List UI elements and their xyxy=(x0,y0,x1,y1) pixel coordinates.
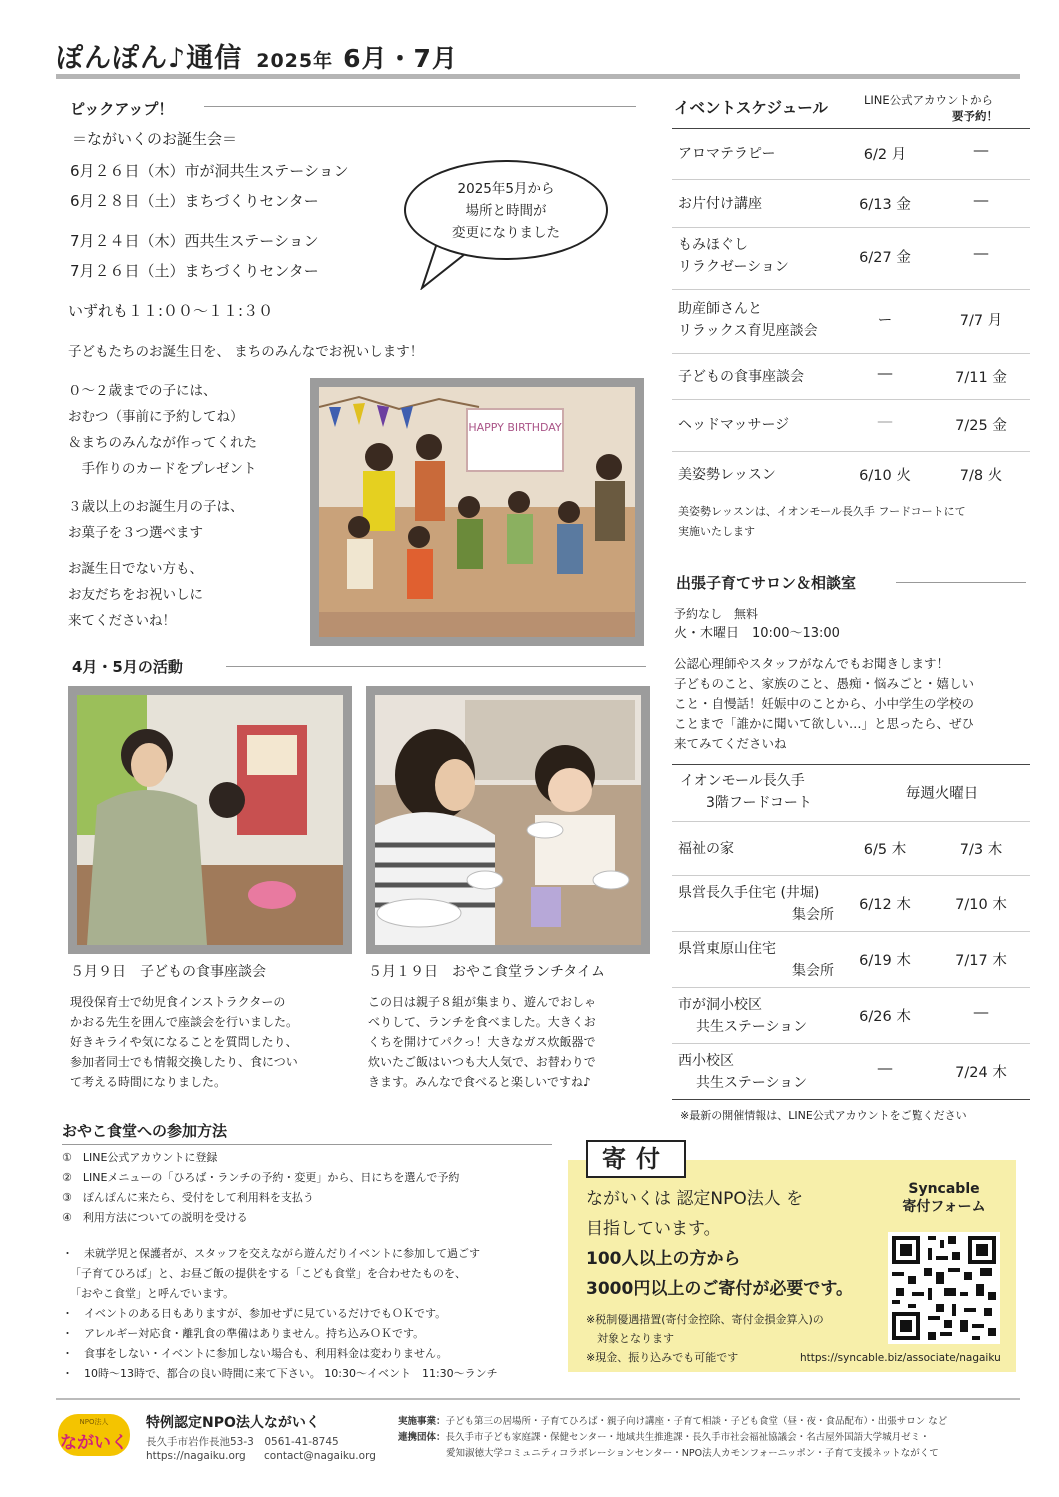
salon-place: 集会所 xyxy=(792,907,834,923)
salon-place: イオンモール長久手 xyxy=(680,773,805,789)
step-text: LINEメニューの「ひろば・ランチの予約・変更」から、日にちを選んで予約 xyxy=(82,1171,460,1184)
meal-talk-illustration xyxy=(77,695,343,945)
meal-talk-line: 現役保育士で幼児食インストラクターの xyxy=(70,995,286,1009)
sweets-text xyxy=(68,494,244,546)
gift-line: 手作りのカードをプレゼント xyxy=(68,461,257,477)
donation-line: 3000円以上のご寄付が必要です。 xyxy=(586,1279,853,1299)
logo-npo-label: NPO法人 xyxy=(79,1418,109,1426)
oyako-note xyxy=(62,1284,498,1304)
salon-rule xyxy=(896,582,1026,583)
salon-desc-line: 子どものこと、家族のこと、愚痴・悩みごと・嬉しい xyxy=(674,676,975,691)
title-text: ぽんぽん♪通信 xyxy=(56,43,243,74)
meal-talk-caption: ５月９日 子どもの食事座談会 xyxy=(70,964,266,980)
note-text: イベントのある日もありますが、参加せずに見ているだけでもＯＫです。 xyxy=(84,1307,447,1320)
syncable-form-label: 寄付フォーム xyxy=(902,1199,986,1215)
bubble-line-1: 2025年5月から xyxy=(457,181,555,197)
donation-line: 目指しています。 xyxy=(586,1219,721,1239)
event-name: アロマテラピー xyxy=(678,146,776,162)
lunch-time-caption: ５月１９日 おやこ食堂ランチタイム xyxy=(368,964,606,980)
event-row-aroma xyxy=(672,128,1030,180)
salon-july: 7/10 木 xyxy=(955,897,1007,913)
oyako-step xyxy=(62,1188,459,1208)
event-name: お片付け講座 xyxy=(678,196,762,212)
salon-schedule: 毎週火曜日 xyxy=(905,786,979,802)
salon-desc-line: ことまで「誰かに聞いて欲しい…」と思ったら、ぜひ xyxy=(674,716,975,731)
pickup-intro: 子どもたちのお誕生日を、 まちのみんなでお祝いします！ xyxy=(68,344,424,360)
footer-org-name: 特例認定NPO法人ながいく xyxy=(146,1415,320,1431)
event-july: 7/8 火 xyxy=(959,468,1003,484)
header-divider xyxy=(56,74,1020,79)
footer-partners-line-2 xyxy=(398,1446,947,1462)
partners-label: 連携団体： xyxy=(398,1432,446,1443)
note-text: 「おやこ食堂」と呼んでいます。 xyxy=(70,1287,235,1300)
gift-text xyxy=(68,378,257,482)
event-row-posture xyxy=(672,452,1030,498)
bubble-text xyxy=(404,178,608,244)
gift-line: ＆まちのみんなが作ってくれた xyxy=(68,435,257,451)
meal-talk-line: かおる先生を囲んで座談会を行いました。 xyxy=(70,1015,299,1029)
salon-description xyxy=(674,654,974,754)
invite-line: 来てくださいね！ xyxy=(68,613,176,629)
oyako-note: ・ 食事をしない・イベントに参加しない場合も、利用料金は変わりません。 xyxy=(62,1347,448,1360)
lunch-time-illustration xyxy=(375,695,641,945)
sweets-line: ３歳以上のお誕生月の子は、 xyxy=(68,499,244,515)
activities-heading: 4月・5月の活動 xyxy=(72,658,183,676)
salon-row-ichigahora xyxy=(672,988,1030,1044)
gift-line: ０～２歳までの子には、 xyxy=(68,383,217,399)
bubble-line-3: 変更になりました xyxy=(452,225,560,241)
salon-fee: 予約なし 無料 xyxy=(674,607,759,621)
pickup-rule xyxy=(204,106,636,107)
logo-text: ながいく xyxy=(60,1433,128,1453)
oyako-rule xyxy=(62,1144,552,1145)
salon-june: 6/26 木 xyxy=(859,1009,911,1025)
event-july: ― xyxy=(973,193,989,209)
footer-projects-line xyxy=(398,1414,947,1430)
projects-text: 子ども第三の居場所・子育てひろば・親子向け講座・子育て相談・子ども食堂（昼・夜・食品配布）・出張サロン など xyxy=(445,1416,948,1427)
events-reserve-required: 要予約！ xyxy=(952,109,998,123)
event-july: 7/25 金 xyxy=(955,418,1007,434)
qr-code-icon xyxy=(888,1232,1000,1344)
footer-divider xyxy=(56,1398,1020,1400)
salon-desc-line: 公認心理師やスタッフがなんでもお聞きします！ xyxy=(674,656,950,671)
meal-talk-line: 好きキライや気になることを質問したり、 xyxy=(70,1035,298,1049)
meal-talk-text xyxy=(70,992,298,1092)
salon-heading: 出張子育てサロン＆相談室 xyxy=(676,574,857,592)
partners-text: 愛知淑徳大学コミュニティコラボレーションセンター・NPO法人カモンフォーニッポン・子育て支援ネットながくて xyxy=(446,1448,939,1459)
note-text: アレルギー対応食・離乳食の準備はありません。持ち込みＯＫです。 xyxy=(84,1327,425,1340)
syncable-form-title xyxy=(884,1180,1004,1216)
donation-line: ながいくは 認定NPO法人 を xyxy=(586,1189,804,1209)
salon-place: 県営長久手住宅 (井堀) xyxy=(678,885,820,901)
salon-row-welfare xyxy=(672,822,1030,876)
step-text: ぽんぽんに来たら、受付をして利用料を支払う xyxy=(82,1191,314,1204)
oyako-step xyxy=(62,1168,459,1188)
salon-place: 県営東原山住宅 xyxy=(678,941,776,957)
footer-address: 長久手市岩作長池53-3 0561-41-8745 xyxy=(146,1436,339,1448)
invite-line: お誕生日でない方も、 xyxy=(68,561,203,577)
birthday-banner: HAPPY BIRTHDAY xyxy=(468,421,562,434)
donation-message xyxy=(586,1184,853,1304)
pickup-date-3: 7月２４日（木）西共生ステーション xyxy=(70,232,319,250)
title-year: 2025年 xyxy=(256,50,334,72)
footer-website[interactable]: https://nagaiku.org xyxy=(146,1450,246,1462)
salon-june: 6/5 木 xyxy=(863,842,907,858)
event-july: 7/11 金 xyxy=(955,370,1007,386)
step-number: ③ xyxy=(62,1191,72,1204)
meal-talk-line: て考える時間になりました。 xyxy=(70,1075,227,1089)
oyako-heading: おやこ食堂への参加方法 xyxy=(62,1122,228,1140)
donation-note: 対象となります xyxy=(586,1332,674,1345)
pickup-subtitle: ＝ながいくのお誕生会＝ xyxy=(72,130,238,148)
meal-talk-line: 参加者同士でも情報交換したり、食につい xyxy=(70,1055,298,1069)
salon-june: ― xyxy=(877,1061,893,1077)
lunch-time-line: べりして、ランチを食べました。大きくお xyxy=(368,1015,596,1029)
step-text: LINE公式アカウントに登録 xyxy=(82,1151,218,1164)
event-row-meal-talk xyxy=(672,354,1030,400)
event-june: ― xyxy=(877,414,893,430)
step-number: ② xyxy=(62,1171,72,1184)
partners-text: 長久手市子ども家庭課・保健センター・地域共生推進課・長久手市社会福祉協議会・名古屋外国語大学城月ゼミ・ xyxy=(445,1432,930,1443)
step-number: ④ xyxy=(62,1211,72,1224)
invite-text xyxy=(68,556,203,634)
event-july: 7/7 月 xyxy=(959,313,1003,329)
salon-desc-line: こと・自慢話！妊娠中のことから、小中学生の学校の xyxy=(674,696,975,711)
lunch-time-line: くちを開けてパクっ！大きなガス炊飯器で xyxy=(368,1035,596,1049)
footer-partners-line xyxy=(398,1430,947,1446)
salon-june: 6/19 木 xyxy=(859,953,911,969)
footer-projects xyxy=(398,1414,947,1462)
note-text: 食事をしない・イベントに参加しない場合も、利用料金は変わりません。 xyxy=(84,1347,448,1360)
salon-july: 7/24 木 xyxy=(955,1065,1007,1081)
title-months: 6月・7月 xyxy=(343,44,458,73)
event-name: もみほぐし xyxy=(678,237,748,253)
nagaiku-logo xyxy=(58,1414,130,1456)
event-name: ヘッドマッサージ xyxy=(678,417,790,433)
donation-qr-code[interactable] xyxy=(888,1232,1000,1344)
lunch-time-text xyxy=(368,992,596,1092)
event-row-relaxation xyxy=(672,228,1030,290)
salon-july: ― xyxy=(973,1005,989,1021)
step-text: 利用方法についての説明を受ける xyxy=(82,1211,248,1224)
oyako-step xyxy=(62,1208,459,1228)
donation-heading: 寄付 xyxy=(586,1140,686,1178)
events-reserve-note: LINE公式アカウントから xyxy=(864,93,994,107)
pickup-date-4: 7月２６日（土）まちづくりセンター xyxy=(70,262,319,280)
salon-place: 集会所 xyxy=(792,963,834,979)
birthday-photo-illustration xyxy=(319,387,635,637)
oyako-note xyxy=(62,1264,498,1284)
salon-place: 共生ステーション xyxy=(696,1075,808,1091)
lunch-time-line: 炊いたご飯はいつも大人気で、お替わりで xyxy=(368,1055,596,1069)
event-june: ー xyxy=(877,313,893,329)
salon-place: 福祉の家 xyxy=(678,841,734,857)
event-name: 美姿勢レッスン xyxy=(678,467,776,483)
event-july: ― xyxy=(973,246,989,262)
donation-line: 100人以上の方から xyxy=(586,1249,741,1269)
step-number: ① xyxy=(62,1151,72,1164)
event-june: 6/13 金 xyxy=(859,197,911,213)
oyako-note: ・ アレルギー対応食・離乳食の準備はありません。持ち込みＯＫです。 xyxy=(62,1327,425,1340)
salon-desc-line: 来てみてくださいね xyxy=(674,736,787,751)
event-june: ― xyxy=(877,366,893,382)
salon-row-nishi xyxy=(672,1044,1030,1100)
donation-note: ※現金、振り込みでも可能です xyxy=(586,1351,739,1364)
lunch-time-line: きます。みんなで食べると楽しいですね♪ xyxy=(368,1075,591,1089)
syncable-name: Syncable xyxy=(908,1181,980,1197)
event-row-head-massage xyxy=(672,400,1030,452)
oyako-steps xyxy=(62,1148,459,1228)
donation-notes xyxy=(586,1310,824,1367)
note-text: 10時～13時で、都合の良い時間に来て下さい。 10:30～イベント 11:30～ランチ xyxy=(84,1367,498,1380)
salon-footnote: ※最新の開催情報は、LINE公式アカウントをご覧ください xyxy=(680,1109,967,1122)
salon-july: 7/3 木 xyxy=(959,842,1003,858)
salon-row-aeon xyxy=(672,764,1030,822)
event-name: リラクゼーション xyxy=(678,259,789,275)
bubble-line-2: 場所と時間が xyxy=(465,203,547,219)
lunch-time-line: この日は親子８組が集まり、遊んでおしゃ xyxy=(368,995,597,1009)
note-text: 未就学児と保護者が、スタッフを交えながら遊んだりイベントに参加して過ごす xyxy=(84,1247,480,1260)
newsletter-title xyxy=(56,36,458,75)
activities-rule xyxy=(226,666,646,667)
events-footnote xyxy=(678,502,966,542)
salon-place: 市が洞小校区 xyxy=(678,997,762,1013)
oyako-step xyxy=(62,1148,459,1168)
salon-place: 3階フードコート xyxy=(706,795,812,811)
salon-row-higashiharayama xyxy=(672,932,1030,988)
meal-talk-photo xyxy=(68,686,352,954)
oyako-notes xyxy=(62,1244,498,1384)
salon-hours: 火・木曜日 10:00～13:00 xyxy=(674,626,840,641)
salon-july: 7/17 木 xyxy=(955,953,1007,969)
donation-note: ※税制優遇措置(寄付金控除、寄付金損金算入)の xyxy=(586,1313,824,1326)
sweets-line: お菓子を３つ選べます xyxy=(68,525,203,541)
pickup-date-1: 6月２６日（木）市が洞共生ステーション xyxy=(70,162,349,180)
events-footnote-line: 実施いたします xyxy=(678,525,755,538)
oyako-note: ・ 未就学児と保護者が、スタッフを交えながら遊んだりイベントに参加して過ごす xyxy=(62,1247,480,1260)
footer-email[interactable]: contact@nagaiku.org xyxy=(264,1450,376,1462)
pickup-heading: ピックアップ！ xyxy=(70,100,174,118)
salon-place: 西小校区 xyxy=(678,1053,734,1069)
salon-june: 6/12 木 xyxy=(859,897,911,913)
event-name: 助産師さんと xyxy=(678,301,762,317)
lunch-time-photo xyxy=(366,686,650,954)
events-heading: イベントスケジュール xyxy=(674,99,828,117)
event-name: リラックス育児座談会 xyxy=(678,323,818,339)
event-row-tidying xyxy=(672,180,1030,228)
oyako-note: ・ イベントのある日もありますが、参加せずに見ているだけでもＯＫです。 xyxy=(62,1307,447,1320)
salon-row-nagakute-housing xyxy=(672,876,1030,932)
birthday-party-photo xyxy=(310,378,644,646)
pickup-date-2: 6月２８日（土）まちづくりセンター xyxy=(70,192,319,210)
projects-label: 実施事業： xyxy=(398,1416,446,1427)
pickup-time: いずれも１１:００～１１:３０ xyxy=(68,302,274,320)
oyako-note: ・ 10時～13時で、都合の良い時間に来て下さい。 10:30～イベント 11:30～ランチ xyxy=(62,1367,498,1380)
salon-place: 共生ステーション xyxy=(696,1019,808,1035)
syncable-url[interactable]: https://syncable.biz/associate/nagaiku xyxy=(800,1352,1001,1364)
event-name: 子どもの食事座談会 xyxy=(678,369,804,385)
event-june: 6/27 金 xyxy=(859,250,911,266)
event-june: 6/2 月 xyxy=(863,147,907,163)
event-june: 6/10 火 xyxy=(859,468,911,484)
events-footnote-line: 美姿勢レッスンは、イオンモール長久手 フードコートにて xyxy=(678,505,966,518)
note-text: 「子育てひろば」と、お昼ご飯の提供をする「こども食堂」を合わせたものを、 xyxy=(70,1267,466,1280)
invite-line: お友だちをお祝いしに xyxy=(68,587,203,603)
event-july: ― xyxy=(973,143,989,159)
event-row-midwife xyxy=(672,290,1030,354)
gift-line: おむつ（事前に予約してね） xyxy=(68,409,244,425)
